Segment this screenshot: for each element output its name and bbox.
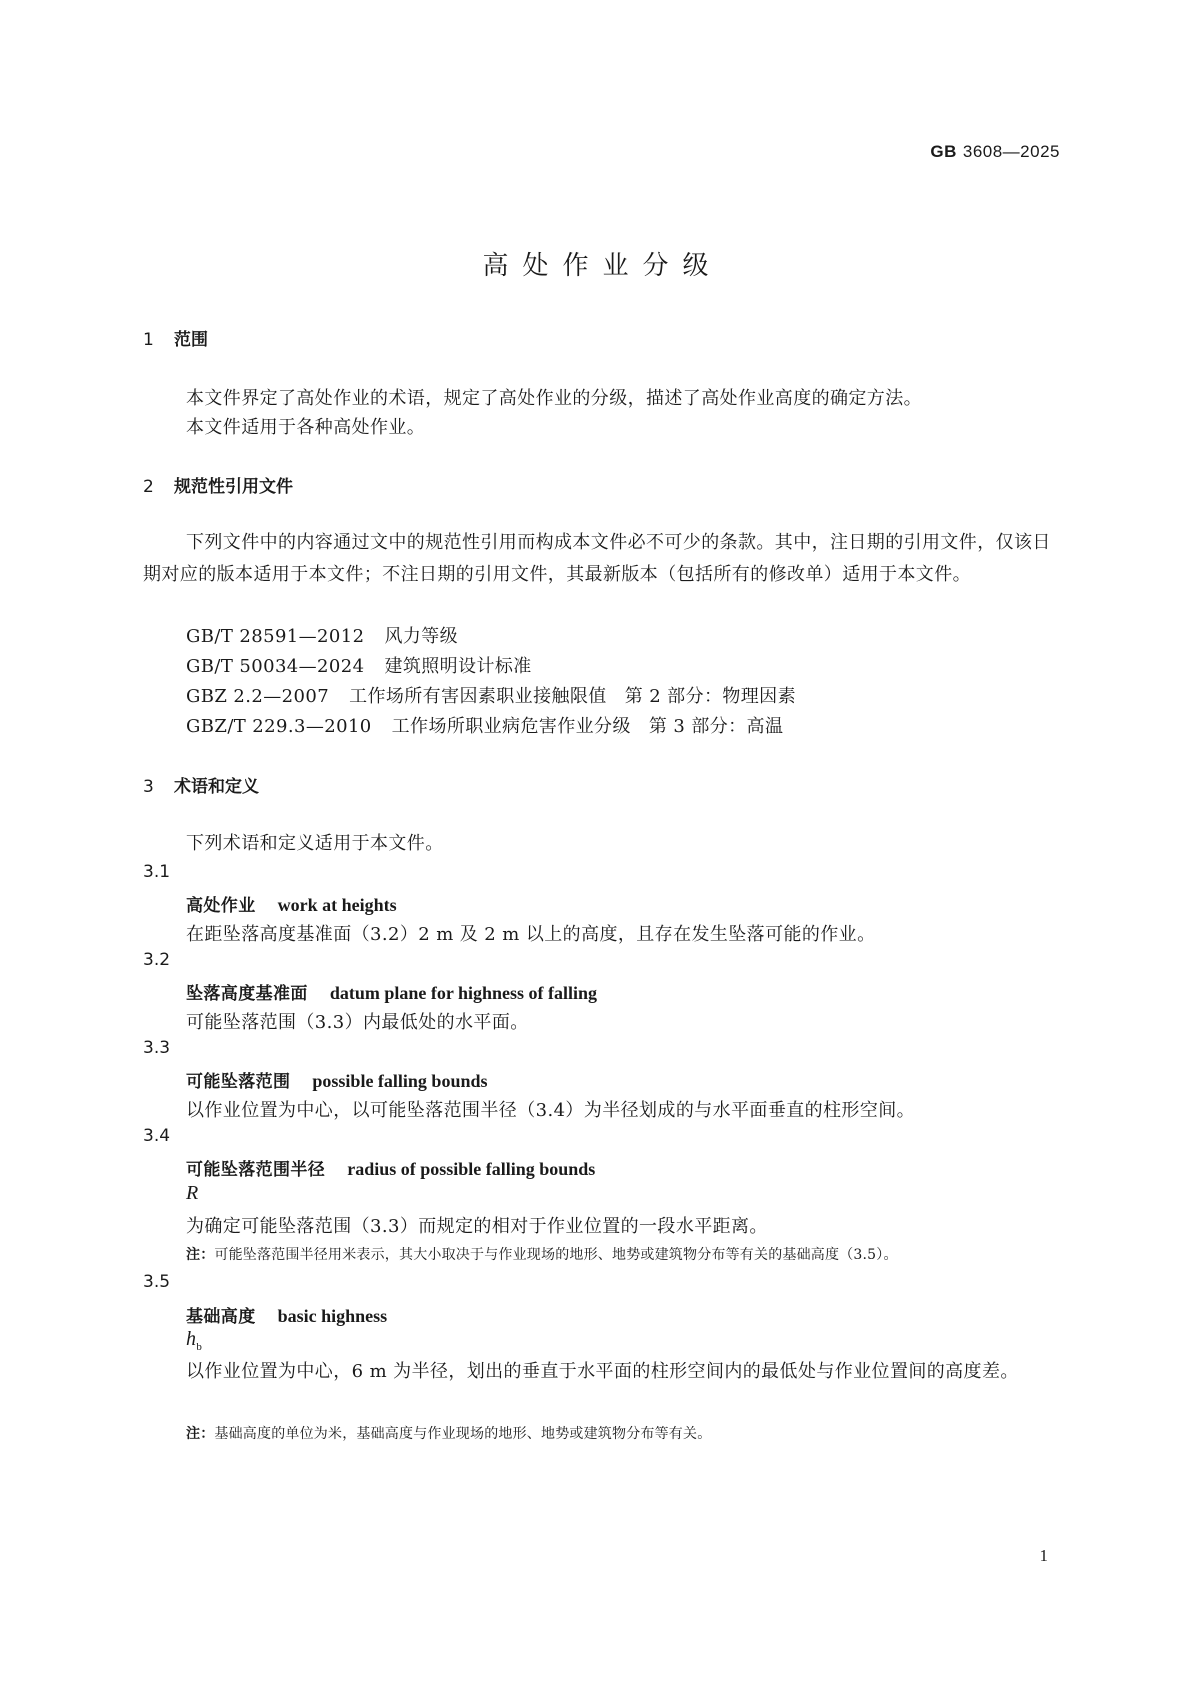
symbol-letter: R (186, 1182, 199, 1204)
term-definition: 可能坠落范围（3.3）内最低处的水平面。 (186, 1012, 529, 1033)
paragraph: 下列术语和定义适用于本文件。 (186, 833, 444, 854)
term-chinese: 高处作业 (186, 896, 256, 916)
term-heading (186, 1302, 387, 1327)
page-number: 1 (1039, 1546, 1048, 1565)
reference-item (186, 682, 796, 708)
term-definition: 以作业位置为中心，以可能坠落范围半径（3.4）为半径划成的与水平面垂直的柱形空间。 (186, 1100, 916, 1121)
reference-title: 工作场所有害因素职业接触限值 (349, 686, 607, 707)
term-number: 3.5 (143, 1272, 171, 1292)
term-english: possible falling bounds (312, 1071, 488, 1091)
term-symbol (186, 1182, 199, 1205)
term-english: radius of possible falling bounds (347, 1159, 596, 1179)
term-chinese: 可能坠落范围半径 (186, 1160, 326, 1180)
term-note (186, 1244, 898, 1264)
term-chinese: 坠落高度基准面 (186, 984, 308, 1004)
term-chinese: 可能坠落范围 (186, 1072, 291, 1092)
reference-item (186, 622, 458, 648)
section-number: 1 (143, 330, 154, 350)
term-heading (186, 979, 597, 1004)
reference-item (186, 652, 532, 678)
symbol-letter (186, 1328, 203, 1353)
paragraph: 本文件界定了高处作业的术语，规定了高处作业的分级，描述了高处作业高度的确定方法。 (186, 388, 922, 409)
note-label: 注： (186, 1426, 215, 1442)
section-3-heading (143, 772, 259, 797)
term-symbol (186, 1328, 202, 1353)
term-chinese: 基础高度 (186, 1307, 256, 1327)
term-definition: 在距坠落高度基准面（3.2）2 m 及 2 m 以上的高度，且存在发生坠落可能的作业。 (186, 924, 876, 945)
reference-item (186, 712, 783, 738)
reference-code: GB/T 28591—2012 (186, 626, 365, 647)
term-note (186, 1423, 711, 1443)
note-text: 可能坠落范围半径用米表示，其大小取决于与作业现场的地形、地势或建筑物分布等有关的基础高度（3.5）。 (214, 1247, 898, 1263)
term-number: 3.2 (143, 950, 171, 970)
paragraph: 下列文件中的内容通过文中的规范性引用而构成本文件必不可少的条款。其中，注日期的引用文件，仅该日期对应的版本适用于本文件；不注日期的引用文件，其最新版本（包括所有的修改单）适用于本文件。 (143, 532, 1051, 585)
section-2-heading (143, 472, 293, 497)
section-1-heading (143, 325, 208, 350)
reference-title: 风力等级 (384, 626, 459, 647)
term-definition: 以作业位置为中心，6 m 为半径，划出的垂直于水平面的柱形空间内的最低处与作业位置间的高度差。 (186, 1361, 1019, 1382)
term-number: 3.1 (143, 862, 171, 882)
section-number: 3 (143, 777, 154, 797)
reference-title: 工作场所职业病危害作业分级 (391, 716, 631, 737)
document-title: 高处作业分级 (482, 251, 723, 281)
symbol-subscript: b (196, 1341, 203, 1353)
standard-code (930, 142, 1060, 162)
reference-part: 第 3 部分：高温 (648, 716, 784, 737)
reference-code: GBZ/T 229.3—2010 (186, 716, 372, 737)
term-english: datum plane for highness of falling (329, 983, 598, 1003)
term-english: basic highness (277, 1306, 388, 1326)
standard-prefix: GB (930, 142, 957, 161)
term-heading (186, 891, 397, 916)
section-number: 2 (143, 477, 154, 497)
term-number: 3.4 (143, 1126, 171, 1146)
reference-code: GBZ 2.2—2007 (186, 686, 330, 707)
term-english: work at heights (277, 895, 397, 915)
note-text: 基础高度的单位为米，基础高度与作业现场的地形、地势或建筑物分布等有关。 (214, 1426, 712, 1442)
term-heading (186, 1155, 595, 1180)
reference-code: GB/T 50034—2024 (186, 656, 365, 677)
reference-title: 建筑照明设计标准 (384, 656, 532, 677)
section-title: 范围 (174, 330, 208, 350)
section-title: 规范性引用文件 (174, 477, 293, 497)
paragraph: 本文件适用于各种高处作业。 (186, 417, 426, 438)
term-definition: 为确定可能坠落范围（3.3）而规定的相对于作业位置的一段水平距离。 (186, 1216, 768, 1237)
term-heading (186, 1067, 487, 1092)
symbol-base: h (186, 1328, 197, 1350)
reference-part: 第 2 部分：物理因素 (624, 686, 796, 707)
term-number: 3.3 (143, 1038, 171, 1058)
note-label: 注： (186, 1247, 215, 1263)
standard-number: 3608—2025 (962, 142, 1060, 161)
section-title: 术语和定义 (174, 777, 259, 797)
